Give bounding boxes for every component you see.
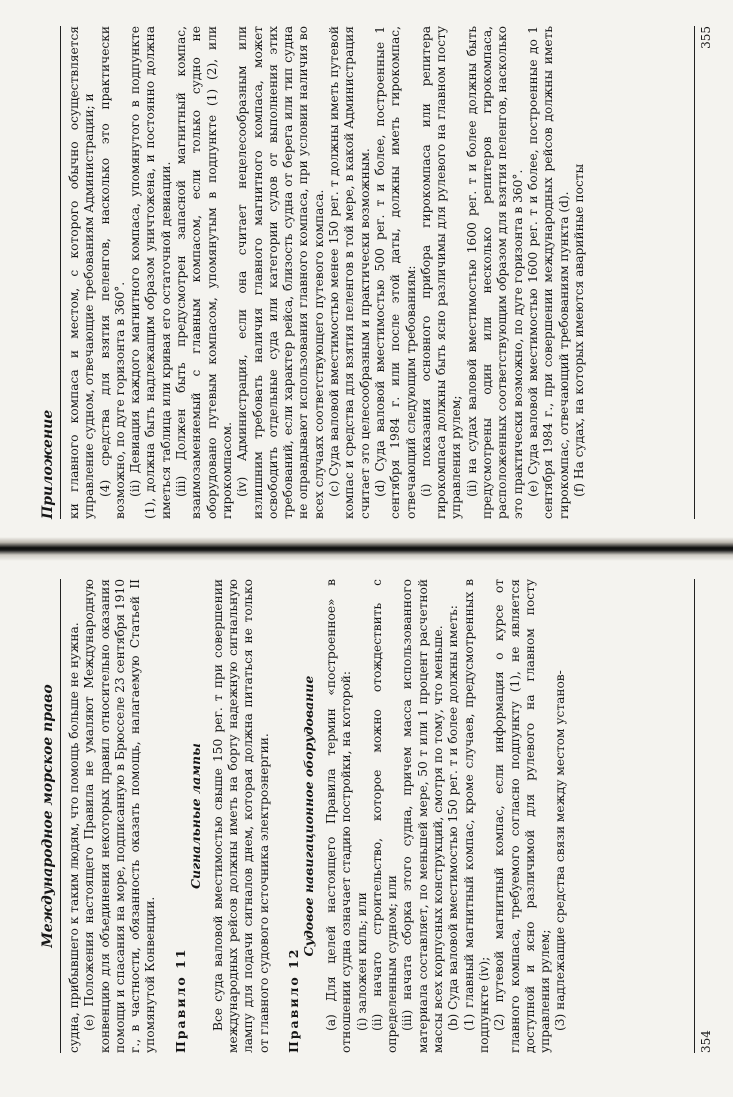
paragraph: ки главного компаса и местом, с которого обычно осуществляется управление судном, отвечающие требованиям Администрации; и (67, 26, 97, 519)
left-page-body (67, 579, 569, 1053)
paragraph: (iii) Должен быть предусмотрен запасной магнитный компас, взаимозаменяемый с главным компасом, если только судно не оборудовано путевым компасом, упомянутым в подпункте (1) (2), или гирокомпасом. (174, 26, 234, 519)
paragraph: (ii) начато строительство, которое можно отождествить с определенным судном; или (369, 579, 400, 1053)
right-page-body (67, 26, 587, 519)
paragraph: (e) Суда валовой вместимостью 1600 рег. т и более, построенные до 1 сентября 1984 г., при совершении международных рейсов должны иметь гирокомпас, отвечающий требованиям пункта (d). (525, 26, 571, 519)
rule-11-title: Правило 11 (172, 947, 188, 1053)
paragraph: (е) Положения настоящего Правила не умаляют Международную конвенцию для объединения некоторых правил относительно оказания помощи и спасания на море, подписанную в Брюсселе 23 сентября 1910 г., в частности, обязанность оказать помощь, налагаемую Статьей II упомянутой Конвенции. (82, 579, 158, 1053)
paragraph: (iv) Администрация, если она считает нецелесообразным или излишним требовать наличия главного магнитного компаса, может освободить отдельные суда или категории судов от выполнения этих требований, если характер рейса, близость судна от берега или тип судна не оправдывают использования главного компаса, при условии наличия во всех случаях соответствующего путевого компаса. (235, 26, 326, 519)
left-page-number: 354 (694, 579, 713, 1053)
paragraph: судна, прибывшего к таким людям, что помощь больше не нужна. (67, 622, 81, 1053)
right-page-number: 355 (694, 26, 713, 519)
rule-12-subtitle: Судовое навигационное оборудование (300, 675, 316, 957)
rule-12-title: Правило 12 (285, 947, 301, 1053)
paragraph: (i) заложен киль; или (354, 892, 369, 1031)
paragraph: (а) Для целей настоящего Правила термин «построенное» в отношении судна означает стадию постройки, на которой: (323, 579, 354, 1053)
rule-11-subtitle: Сигнальные лампы (187, 743, 203, 889)
left-running-header: Международное морское право (40, 579, 61, 1053)
right-page (0, 0, 733, 539)
book-gutter (0, 537, 733, 561)
paragraph: (3) надлежащие средства связи между местом установ- (553, 670, 568, 1031)
paragraph: (b) Суда валовой вместимостью 150 рег. т и более должны иметь: (446, 605, 461, 1031)
paragraph: (4) средства для взятия пеленгов, насколько это практически возможно, по дуге горизонта в 360°. (97, 26, 127, 519)
paragraph: (2) путевой магнитный компас, если информация о курсе от главного компаса, требуемого согласно подпункту (1), не является доступной и ясно различимой для рулевого на главном посту управления рулем; (492, 579, 553, 1053)
paragraph: (ii) Девиация каждого магнитного компаса, упомянутого в подпункте (1), должна быть надлежащим образом уничтожена, и постоянно должна иметься таблица или кривая его остаточной девиации. (128, 26, 173, 519)
paragraph: (f) На судах, на которых имеются аварийные посты (571, 163, 586, 497)
left-page (0, 557, 733, 1097)
right-running-header: Приложение (40, 26, 61, 519)
paragraph: (d) Суда валовой вместимостью 500 рег. т и более, построенные 1 сентября 1984 г. или после этой даты, должны иметь гирокомпас, отвечающий следующим требованиям: (372, 26, 418, 519)
paragraph: (ii) на судах валовой вместимостью 1600 рег. т и более должны быть предусмотрены один или несколько репитеров гирокомпаса, расположенных соответствующим образом для взятия пеленгов, насколько это практически возможно, по дуге горизонта в 360°. (464, 26, 525, 519)
paragraph: Все суда валовой вместимостью свыше 150 рег. т при совершении международных рейсов должны иметь на борту надежную сигнальную лампу для подачи сигналов днем, которая должна питаться не только от главного судового источника электроэнергии. (210, 579, 271, 1053)
paragraph: (1) главный магнитный компас, кроме случаев, предусмотренных в подпункте (iv); (461, 579, 491, 1053)
paragraph: (iii) начата сборка этого судна, причем масса использованного материала составляет, по меньшей мере, 50 т или 1 процент расчетной массы всех корпусных конструкций, смотря по тому, что меньше. (400, 579, 446, 1053)
paragraph: (i) показания основного прибора гирокомпаса или репитера гирокомпаса должны быть ясно различимы для рулевого на главном посту управления рулем; (418, 26, 464, 519)
paragraph: (c) Суда валовой вместимостью менее 150 рег. т должны иметь путевой компас и средства для взятия пеленгов в той мере, в какой Администрация считает это целесообразным и практически возможным. (327, 26, 372, 519)
